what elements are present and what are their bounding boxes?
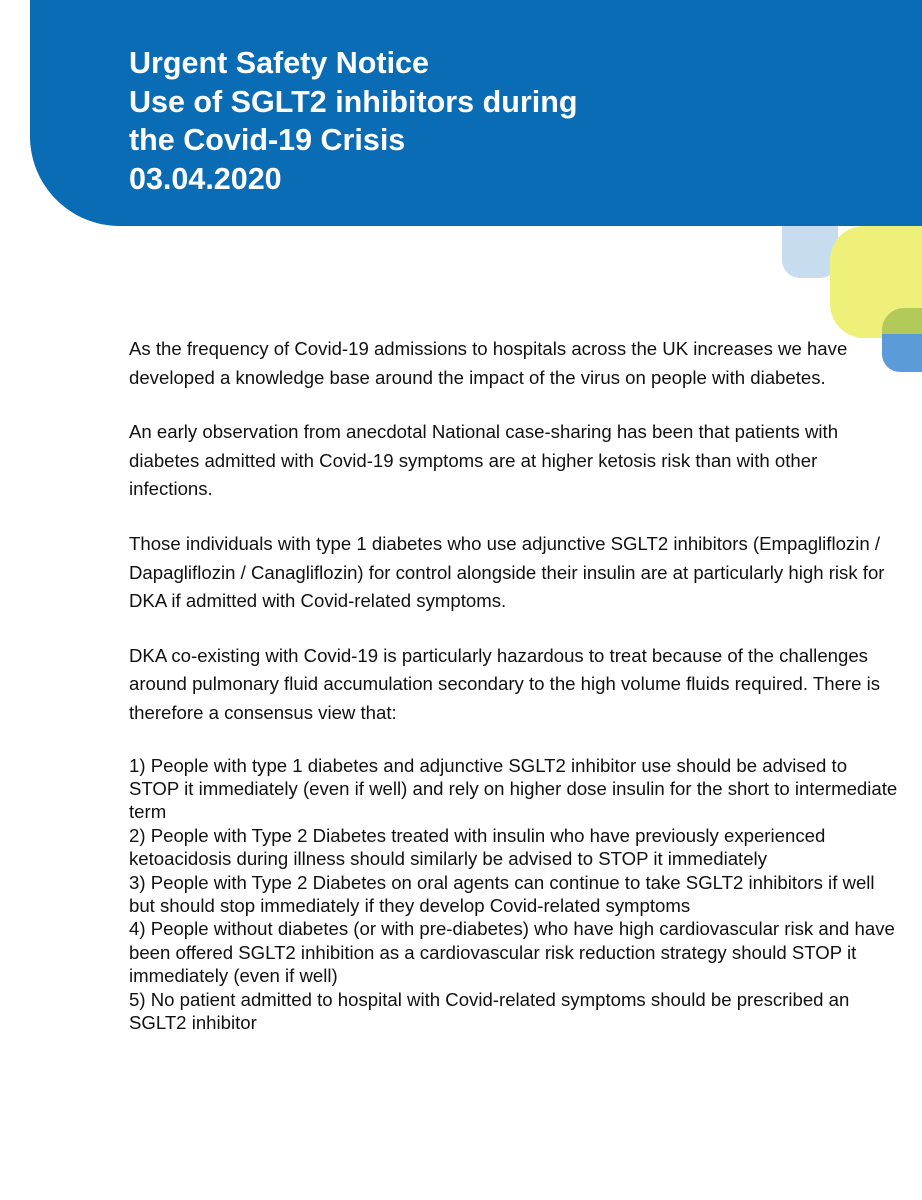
paragraph-intro: As the frequency of Covid-19 admissions to hospitals across the UK increases we have developed a knowledge base around the impact of the virus on people with diabetes. [129,338,848,388]
paragraph-observation: An early observation from anecdotal National case-sharing has been that patients with diabetes admitted with Covid-19 symptoms are at higher ketosis risk than with other infections. [129,421,839,500]
paragraph-dka-hazard: DKA co-existing with Covid-19 is particularly hazardous to treat because of the challenges around pulmonary fluid accumulation secondary to the high volume fluids required. There is therefore a consensus view that: [129,644,881,723]
list-item: 3) People with Type 2 Diabetes on oral agents can continue to take SGLT2 inhibitors if well but should stop immediately if they develop Covid-related symptoms [129,871,875,916]
list-item: 5) No patient admitted to hospital with Covid-related symptoms should be prescribed an SGLT2 inhibitor [129,988,850,1033]
header-banner-curve [30,0,120,226]
paragraph-type1-risk: Those individuals with type 1 diabetes who use adjunctive SGLT2 inhibitors (Empagliflozin / Dapagliflozin / Canagliflozin) for control alongside their insulin are at particularly high risk for DKA if admitted with Covid-related symptoms. [129,532,885,612]
recommendation-list [129,754,899,1035]
title-line-3: the Covid-19 Crisis [129,123,406,157]
notice-body [129,335,899,1034]
title-line-1: Urgent Safety Notice [129,46,429,80]
title-line-2: Use of SGLT2 inhibitors during [129,84,578,119]
list-item: 4) People without diabetes (or with pre-diabetes) who have high cardiovascular risk and have been offered SGLT2 inhibition as a cardiovascular risk reduction strategy should STOP it immediately (even if well) [129,918,895,987]
notice-title [129,44,829,198]
list-item: 1) People with type 1 diabetes and adjunctive SGLT2 inhibitor use should be advised to STOP it immediately (even if well) and rely on higher dose insulin for the short to intermediate term [129,754,898,823]
list-item: 2) People with Type 2 Diabetes treated with insulin who have previously experienced ketoacidosis during illness should similarly be advised to STOP it immediately [129,824,826,870]
notice-date: 03.04.2020 [129,161,282,196]
